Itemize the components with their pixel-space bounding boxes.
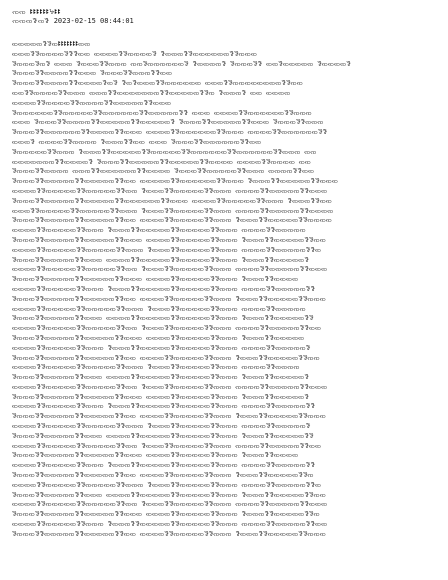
text-line: ꩡꩡꩡꩡꗌꗌꩡꩡꩡꩡꩡꗌꗌꩡꩡꩡꩡꩡꗌꗌꩡꩡ ꗌꩡꩡꩡꗌꗌꩡꩡꩡꩡꩡꗌꗌꩡꩡꩡ ꩡꩡꩡꩡꗌꗌꩡꩡꩡꩡꩡꗌꗌꩡꩡꩡ: [12, 383, 328, 391]
document-body: [12, 40, 436, 540]
text-line: ꗌꩡꩡꩡꗌꗌꩡꩡꩡꩡꩡꗌꗌꩡꩡꩡꩡꩡꗌꗌꩡꩡꩡ ꩡꩡꩡꩡꗌꗌꩡꩡꩡꩡꩡꗌꗌꩡꩡꩡ ꗌꩡꩡꩡꗌꗌꩡꩡꩡꩡꩡ: [12, 334, 305, 342]
text-line: ꩡꩡꩡꩡꗌꗌꩡꩡꩡꩡꩡꗌꗌꩡꩡꩡꩡꩡꗌꗌꩡꩡ ꗌꩡꩡꩡꗌꗌꩡꩡꩡꩡꩡꗌꗌꩡꩡꩡ ꩡꩡꩡꩡꗌꗌꩡꩡꩡꩡꩡꗌꗌꩡꩡꩡ: [12, 266, 328, 274]
text-line: ꩡꩡꩡꩡꗌꗌꩡꩡꩡꩡꗌꗌꩡꩡꩡꩡꗌꗌꩡꩡꩡꩡꩡꗌꗌꩡꩡꩡ: [12, 99, 172, 107]
text-line: ꩡꩡꩡꩡꗌꗌꩡꩡꩡꩡꩡꗌꗌꩡꩡꩡꩡꩡꗌꗌꩡꩡꩡ ꗌꩡꩡꩡꗌꗌꩡꩡꩡꩡꩡꗌꗌꩡꩡꩡ ꩡꩡꩡꩡꗌꗌꩡꩡꩡꩡꩡꗌ: [12, 423, 311, 431]
text-line: ꗌꩡꩡꩡꗌꗌꩡꩡꩡꩡꗌꗌꩡꩡꩡ ꗌꩡꩡꩡꗌꗌꩡꩡꩡꗌꗌꩡꩡ: [12, 70, 173, 78]
text-line: ꗌꩡꩡꩡꗌꗌꩡꩡꩡꩡꩡꗌꗌꩡꩡꩡꩡꩡꗌꗌꩡꩡ ꩡꩡꩡꩡꗌꗌꩡꩡꩡꩡꩡꗌꗌꩡꩡꩡ ꗌꩡꩡꩡꗌꗌꩡꩡꩡꩡꩡꗌꗌꩡ: [12, 472, 314, 480]
document-title: ꩡꩡ ꔪꔪꔪꔪꔪꔪꕵꔪꔪ: [12, 8, 61, 16]
text-line: ꩡꩡꩡꩡꗌꗌꩡꩡꩡꩡꩡꗌꗌꩡꩡꩡꩡꩡꗌꗌꩡꩡ ꗌꩡꩡꩡꗌꗌꩡꩡꩡꩡꩡꗌꗌꩡꩡꩡ ꩡꩡꩡꩡꗌꗌꩡꩡꩡꩡꩡꗌꗌꩡꩡꩡ: [12, 187, 328, 195]
text-line: ꗌꩡꩡꩡꗌꗌꩡꩡꩡꩡꩡꗌꗌꩡꩡꩡ ꩡꩡꩡꩡꗌꗌꩡꩡꩡꩡꩡꗌꗌꩡꩡꩡꩡꩡꗌꗌꩡꩡꩡ ꗌꩡꩡꩡꗌꗌꩡꩡꩡꩡꩡꗌꗌ: [12, 315, 314, 323]
text-line: ꗌꩡꩡꩡꗌꗌꩡꩡꩡꩡꩡꗌꗌꩡꩡꩡꩡꩡꗌꗌꩡꩡ ꩡꩡꩡꩡꗌꗌꩡꩡꩡꩡꩡꗌꗌꩡꩡꩡ ꗌꩡꩡꩡꗌꗌꩡꩡꩡꩡꩡꗌꗌꩡꩡꩡ: [12, 295, 326, 303]
text-line: ꩡꩡꩡꩡꗌꗌꩡꩡꩡꩡꩡꗌꗌꩡꩡꩡ ꗌꩡꩡꩡꗌꗌꩡꩡꩡꩡꩡꗌꗌꩡꩡꩡꩡꩡꗌꗌꩡꩡꩡ ꩡꩡꩡꩡꗌꗌꩡꩡꩡꩡꩡꗌꗌꩡꩡ: [12, 521, 328, 529]
text-line: ꗌꩡꩡꩡꗌꗌꩡꩡꩡꩡꩡꗌꗌꩡꩡꩡꩡꩡꗌꗌꩡꩡꩡ ꩡꩡꩡꩡꗌꗌꩡꩡꩡꩡꩡꗌꗌꩡꩡꩡ ꗌꩡꩡꩡꗌꗌꩡꩡꩡꩡ: [12, 276, 299, 284]
text-line: ꩡꩡꩡꩡꗌꗌꩡꩡꩡꩡꩡꗌꗌꩡꩡꩡꩡꩡꗌꗌꩡꩡꩡ ꗌꩡꩡꩡꗌꗌꩡꩡꩡꩡꩡꗌꗌꩡꩡꩡ ꩡꩡꩡꩡꗌꗌꩡꩡꩡꩡꩡꗌꗌꩡ: [12, 246, 322, 254]
document-meta: ꩡꩡꩡꗌꩡꗌ 2023-02-15 08:44:01: [12, 17, 134, 25]
text-line: ꗌꩡꩡꩡꩡꩡꩡꗌꗌꩡꩡꩡꩡꩡꗌꗌꩡꩡꩡꩡꩡꩡꗌꗌꩡꩡꩡꩡꩡꗌꗌ ꩡꩡꩡ ꩡꩡꩡꩡꗌꗌꩡꩡꩡꩡꩡꩡꗌꗌꩡꩡꩡ: [12, 109, 312, 117]
text-line: ꩡꩡꩡꩡꗌꗌꩡꩡꩡꩡꩡꗌꗌꩡꩡꩡꩡꩡꗌꗌꩡꩡ ꗌꩡꩡꩡꗌꗌꩡꩡꩡꩡꩡꗌꗌꩡꩡꩡ ꩡꩡꩡꩡꗌꗌꩡꩡꩡꩡꩡꗌꗌꩡꩡ: [12, 325, 322, 333]
text-line: ꩡꩡꩡꩡꗌꗌꩡꩡꩡꩡꩡꗌꗌꩡꩡꩡꩡꩡꗌꗌꩡꩡ ꗌꩡꩡꩡꗌꗌꩡꩡꩡꩡꩡꗌꗌꩡꩡꩡ ꩡꩡꩡꩡꗌꗌꩡꩡꩡꩡꩡꗌꗌꩡꩡꩡ: [12, 501, 328, 509]
text-line: ꗌꩡꩡꩡꗌꗌꩡꩡꩡꩡ ꩡꩡꩡꗌꗌꩡꩡꩡꩡꩡꩡꗌꗌꩡꩡꩡꩡ ꗌꩡꩡꩡꗌꗌꩡꩡꩡꩡꩡꗌꗌꩡꩡꩡ ꩡꩡꩡꩡꗌꗌꩡꩡ: [12, 168, 315, 176]
text-line: ꗌꩡꩡꩡꗌꗌꩡꩡꩡꩡꩡꗌꗌꩡꩡꩡꩡꩡꗌꗌꩡꩡꩡ ꩡꩡꩡꩡꗌꗌꩡꩡꩡꩡꩡꗌꗌꩡꩡꩡ ꗌꩡꩡꩡꗌꗌꩡꩡꩡꩡꩡꗌꗌꩡ: [12, 511, 320, 519]
text-line: ꗌꩡꩡꩡꗌꗌꩡꩡꩡꩡꩡꗌꗌꩡꩡꩡꩡꩡꗌꗌꩡꩡ ꩡꩡꩡꩡꗌꗌꩡꩡꩡꩡꩡꗌꗌꩡꩡꩡ ꗌꩡꩡꩡꗌꗌꩡꩡꩡꩡꩡꗌꗌꩡꩡꩡꩡ: [12, 217, 333, 225]
text-line: ꗌꩡꩡꩡꩡꩡꗌꗌꩡꩡꩡ ꗌꩡꩡꩡꗌꗌꩡꩡꩡꩡꩡꗌꗌꩡꩡꩡꩡꩡꗌꗌꩡꩡꩡꩡꩡꩡꗌꗌꩡꩡꩡꩡꩡꩡꗌꗌꩡꩡꩡ ꩡꩡ: [12, 148, 317, 156]
text-line: ꗌꩡꩡꩡꗌꗌꩡꩡꩡꩡꩡꗌꗌꩡꩡꩡꩡꩡꗌꗌꩡꩡ ꩡꩡꩡꩡꗌꗌꩡꩡꩡꩡꩡꗌꗌꩡꩡꩡ ꗌꩡꩡꩡꗌꗌꩡꩡꩡꩡꩡꗌꗌꩡꩡꩡ: [12, 530, 326, 538]
text-line: ꗌꩡꩡꩡꗌꗌꩡꩡꩡꩡꩡꗌꗌꩡꩡꩡꩡꩡꗌꗌꩡꩡꩡꩡꩡꩡꗌꗌꩡꩡꩡ ꩡꩡꩡꩡꗌꗌꩡꩡꩡꩡꩡꗌꗌꩡꩡꩡ ꗌꩡꩡꩡꗌꗌꩡꩡ: [12, 197, 333, 205]
text-line: ꗌꩡꩡꩡꗌꗌꩡꩡꩡꩡꩡꩡꗌꗌꩡꩡꩡꩡꗌꗌꩡꩡꩡ ꩡꩡꩡꩡꗌꗌꩡꩡꩡꩡꩡꩡꗌꗌꩡꩡꩡ ꩡꩡꩡꩡꗌꗌꩡꩡꩡꩡꩡꩡꗌꗌ: [12, 129, 328, 137]
text-line: ꩡꩡꗌꗌꩡꩡꩡꩡꗌꗌꩡꩡꩡ ꩡꩡꩡꗌꗌꩡꩡꩡꩡꩡꩡꩡꗌꗌꩡꩡꩡꩡꩡꗌꗌꩡ ꗌꩡꩡꩡꗌ ꩡꩡ ꩡꩡꩡꩡ: [12, 89, 291, 97]
text-line: ꩡꩡꩡꩡꗌꗌꩡꩡꩡꩡꩡꗌꗌꩡꩡꩡꩡꩡꗌꗌꩡꩡ ꗌꩡꩡꩡꗌꗌꩡꩡꩡꩡꩡꗌꗌꩡꩡꩡ ꩡꩡꩡꩡꗌꗌꩡꩡꩡꩡꩡꗌꗌꩡꩡ: [12, 442, 322, 450]
text-line: ꩡꩡꩡꩡꩡꩡꩡꗌꗌꩡꩡꩡꩡꗌ ꗌꩡꩡꩡꗌꗌꩡꩡꩡꩡꩡꗌꗌꩡꩡꩡꩡꩡꗌꗌꩡꩡꩡꩡ ꩡꩡꩡꩡꗌꗌꩡꩡꩡꩡ ꩡꩡ: [12, 158, 312, 166]
text-line: ꩡꩡꩡꩡꗌꗌꩡꩡꩡꩡꩡꗌꗌꩡꩡꩡ ꗌꩡꩡꩡꗌꗌꩡꩡꩡꩡꩡꗌꗌꩡꩡꩡꩡꩡꗌꗌꩡꩡꩡ ꩡꩡꩡꩡꗌꗌꩡꩡꩡꩡꩡꗌꗌ: [12, 462, 316, 470]
text-line: ꗌꩡꩡꩡꗌꗌꩡꩡꩡꩡꩡꗌꗌꩡꩡꩡꩡꩡꗌꗌꩡꩡꩡ ꩡꩡꩡꩡꗌꗌꩡꩡꩡꩡꩡꗌꗌꩡꩡꩡ ꗌꩡꩡꩡꗌꗌꩡꩡꩡꩡꩡꗌ: [12, 393, 310, 401]
text-line: ꗌꩡꩡꩡꗌꗌꩡꩡꩡꩡꩡꗌꗌꩡꩡꩡꩡꩡꗌꗌꩡꩡ ꩡꩡꩡꩡꗌꗌꩡꩡꩡꩡꩡꗌꗌꩡꩡꩡ ꗌꩡꩡꩡꗌꗌꩡꩡꩡꩡꩡꗌꗌꩡꩡ: [12, 354, 320, 362]
text-line: ꩡꩡꩡꩡꗌꗌꩡꩡꩡꩡꩡꗌꗌꩡꩡꩡ ꗌꩡꩡꩡꗌꗌꩡꩡꩡꩡꩡꗌꗌꩡꩡꩡꩡꩡꗌꗌꩡꩡꩡ ꩡꩡꩡꩡꗌꗌꩡꩡꩡꩡꩡꗌꗌ: [12, 403, 316, 411]
text-line: ꩡꩡꩡ ꗌꩡꩡꩡꗌꗌꩡꩡꩡꩡꗌꗌꩡꩡꩡꩡꩡꗌꗌꩡꩡꩡꩡꩡꗌ ꗌꩡꩡꩡꗌꗌꩡꩡꩡꩡꩡꗌꗌꩡꩡꩡ ꗌꩡꩡꩡꗌꗌꩡꩡꩡ: [12, 119, 324, 127]
text-line: ꗌꩡꩡꩡꗌꗌꩡꩡꩡꩡꩡꗌꗌꩡꩡꩡ ꩡꩡꩡꩡꗌꗌꩡꩡꩡꩡꩡꗌꗌꩡꩡꩡꩡꩡꗌꗌꩡꩡꩡ ꗌꩡꩡꩡꗌꗌꩡꩡꩡꩡꩡꗌꗌꩡꩡ: [12, 491, 326, 499]
text-line: ꩡꩡꩡꩡꗌꗌꩡꩡꩡꩡꩡꗌꗌꩡꩡꩡ ꗌꩡꩡꩡꗌꗌꩡꩡꩡꩡꩡꗌꗌꩡꩡꩡꩡꩡꗌꗌꩡꩡꩡ ꩡꩡꩡꩡꗌꗌꩡꩡꩡꩡꩡ: [12, 227, 306, 235]
text-line: ꩡꩡꩡꗌꗌꩡꩡꩡꩡꩡꗌꗌꩡꩡꩡꩡꩡꗌꗌꩡꩡꩡ ꗌꩡꩡꩡꗌꗌꩡꩡꩡꩡꩡꗌꗌꩡꩡꩡ ꩡꩡꩡꩡꗌꗌꩡꩡꩡꩡꩡꗌꗌꩡꩡꩡꩡ: [12, 207, 334, 215]
text-line: ꗌꩡꩡꩡꗌꗌꩡꩡꩡꩡꩡꗌꗌꩡꩡꩡ ꩡꩡꩡꩡꗌꗌꩡꩡꩡꩡꩡꗌꗌꩡꩡꩡꩡꩡꗌꗌꩡꩡꩡ ꗌꩡꩡꩡꗌꗌꩡꩡꩡꩡꩡꗌ: [12, 374, 310, 382]
text-line: ꩡꩡꩡꩡꗌꗌꩡꩡꩡꩡꩡꗌꗌꩡꩡꩡꩡꩡꗌꗌꩡꩡꩡ ꗌꩡꩡꩡꗌꗌꩡꩡꩡꩡꩡꗌꗌꩡꩡꩡ ꩡꩡꩡꩡꗌꗌꩡꩡꩡꩡꩡꗌꗌꩡ: [12, 481, 322, 489]
text-line: ꩡꩡꩡꩡꗌꗌꩡꩡꩡꩡꩡꗌꗌꩡꩡꩡ ꗌꩡꩡꩡꗌꗌꩡꩡꩡꩡꩡꗌꗌꩡꩡꩡꩡꩡꗌꗌꩡꩡꩡ ꩡꩡꩡꩡꗌꗌꩡꩡꩡꩡꩡꗌ: [12, 344, 311, 352]
text-line: ꗌꩡꩡꩡꗌꩡꗌ ꩡꩡꩡ ꗌꩡꩡꩡꗌꗌꩡꩡꩡ ꩡꩡꗌꩡꩡꩡꩡꩡꩡꗌ ꗌꩡꩡꩡꩡꗌ ꗌꩡꩡꩡꗌꗌ ꩡꩡꗌꩡꩡꩡꩡꩡ ꗌꩡꩡꩡꩡꗌ: [12, 60, 351, 68]
document-header: [12, 8, 436, 38]
text-line: ꗌꩡꩡꩡꗌꗌꩡꩡꩡꩡꩡꗌꗌꩡꩡꩡꩡꩡꗌꗌꩡꩡ ꩡꩡꩡꩡꩡꗌꗌꩡꩡꩡꩡꩡꩡꗌꗌꩡꩡꩡ ꗌꩡꩡꩡꗌꗌꩡꩡꩡꩡꩡꗌꗌꩡꩡꩡ: [12, 178, 339, 186]
text-line: ꗌꩡꩡꩡꗌꗌꩡꩡꩡꩡꩡꗌꗌꩡꩡꩡ ꩡꩡꩡꩡꗌꗌꩡꩡꩡꩡꩡꗌꗌꩡꩡꩡꩡꩡꗌꗌꩡꩡꩡ ꗌꩡꩡꩡꗌꗌꩡꩡꩡꩡꩡꗌ: [12, 256, 310, 264]
text-line: ꩡꩡꩡꩡꩡꗌꗌꩡꔪꔪꔪꔪꔪꔪꔪꩡꩡ: [12, 41, 91, 48]
text-line: ꩡꩡꩡꗌꗌꩡꩡꩡꩡꗌꗌꗌꩡꩡ ꩡꩡꩡꩡꗌꗌꩡꩡꩡꩡꗌ ꗌꩡꩡꩡꗌꗌꩡꩡꩡꩡꩡꩡꗌꗌꩡꩡꩡ: [12, 50, 258, 58]
text-line: ꩡꩡꩡꗌ ꩡꩡꩡꩡꗌꗌꩡꩡꩡꩡ ꗌꩡꩡꩡꗌꗌꩡꩡ ꩡꩡꩡ ꗌꩡꩡꩡꗌꗌꩡꩡꩡꩡꩡꩡꗌꗌꩡꩡ: [12, 138, 262, 146]
text-line: ꗌꩡꩡꩡꗌꗌꩡꩡꩡꩡꗌꗌꩡꩡꩡꩡꗌꩡꗌ ꗌꩡꗌꩡꩡꩡꗌꗌꩡꩡꩡꩡꩡꩡ ꩡꩡꩡꗌꗌꩡꩡꩡꩡꩡꩡꩡꩡꗌꗌꩡꩡ: [12, 80, 303, 88]
text-line: ꗌꩡꩡꩡꗌꗌꩡꩡꩡꩡꩡꗌꗌꩡꩡꩡꩡꩡꗌꗌꩡꩡ ꩡꩡꩡꩡꗌꗌꩡꩡꩡꩡꩡꗌꗌꩡꩡꩡ ꗌꩡꩡꩡꗌꗌꩡꩡꩡꩡꩡꗌꗌꩡꩡꩡ: [12, 413, 326, 421]
text-line: ꗌꩡꩡꩡꗌꗌꩡꩡꩡꩡꩡꗌꗌꩡꩡꩡꩡꩡꗌꗌꩡꩡꩡ ꩡꩡꩡꩡꗌꗌꩡꩡꩡꩡꩡꗌꗌꩡꩡꩡ ꗌꩡꩡꩡꗌꗌꩡꩡꩡꩡꩡꗌꗌꩡꩡ: [12, 236, 326, 244]
text-line: ꩡꩡꩡꩡꗌꗌꩡꩡꩡꩡꩡꗌꗌꩡꩡꩡ ꗌꩡꩡꩡꗌꗌꩡꩡꩡꩡꩡꗌꗌꩡꩡꩡꩡꩡꗌꗌꩡꩡꩡ ꩡꩡꩡꩡꗌꗌꩡꩡꩡꩡꩡꗌꗌ: [12, 285, 316, 293]
text-line: ꩡꩡꩡꩡꗌꗌꩡꩡꩡꩡꩡꗌꗌꩡꩡꩡꩡꩡꗌꗌꩡꩡꩡ ꗌꩡꩡꩡꗌꗌꩡꩡꩡꩡꩡꗌꗌꩡꩡꩡ ꩡꩡꩡꩡꗌꗌꩡꩡꩡꩡꩡ: [12, 305, 306, 313]
text-line: ꗌꩡꩡꩡꗌꗌꩡꩡꩡꩡꩡꗌꗌꩡꩡꩡꩡꩡꗌꗌꩡꩡꩡ ꩡꩡꩡꩡꗌꗌꩡꩡꩡꩡꩡꗌꗌꩡꩡꩡ ꗌꩡꩡꩡꗌꗌꩡꩡꩡꩡ: [12, 452, 299, 460]
text-line: ꗌꩡꩡꩡꗌꗌꩡꩡꩡꩡꩡꗌꗌꩡꩡꩡ ꩡꩡꩡꩡꗌꗌꩡꩡꩡꩡꩡꗌꗌꩡꩡꩡꩡꩡꗌꗌꩡꩡꩡ ꗌꩡꩡꩡꗌꗌꩡꩡꩡꩡꩡꗌꗌ: [12, 432, 314, 440]
text-line: ꩡꩡꩡꩡꗌꗌꩡꩡꩡꩡꩡꗌꗌꩡꩡꩡꩡꩡꗌꗌꩡꩡꩡ ꗌꩡꩡꩡꗌꗌꩡꩡꩡꩡꩡꗌꗌꩡꩡꩡ ꩡꩡꩡꩡꗌꗌꩡꩡꩡꩡ: [12, 364, 300, 372]
